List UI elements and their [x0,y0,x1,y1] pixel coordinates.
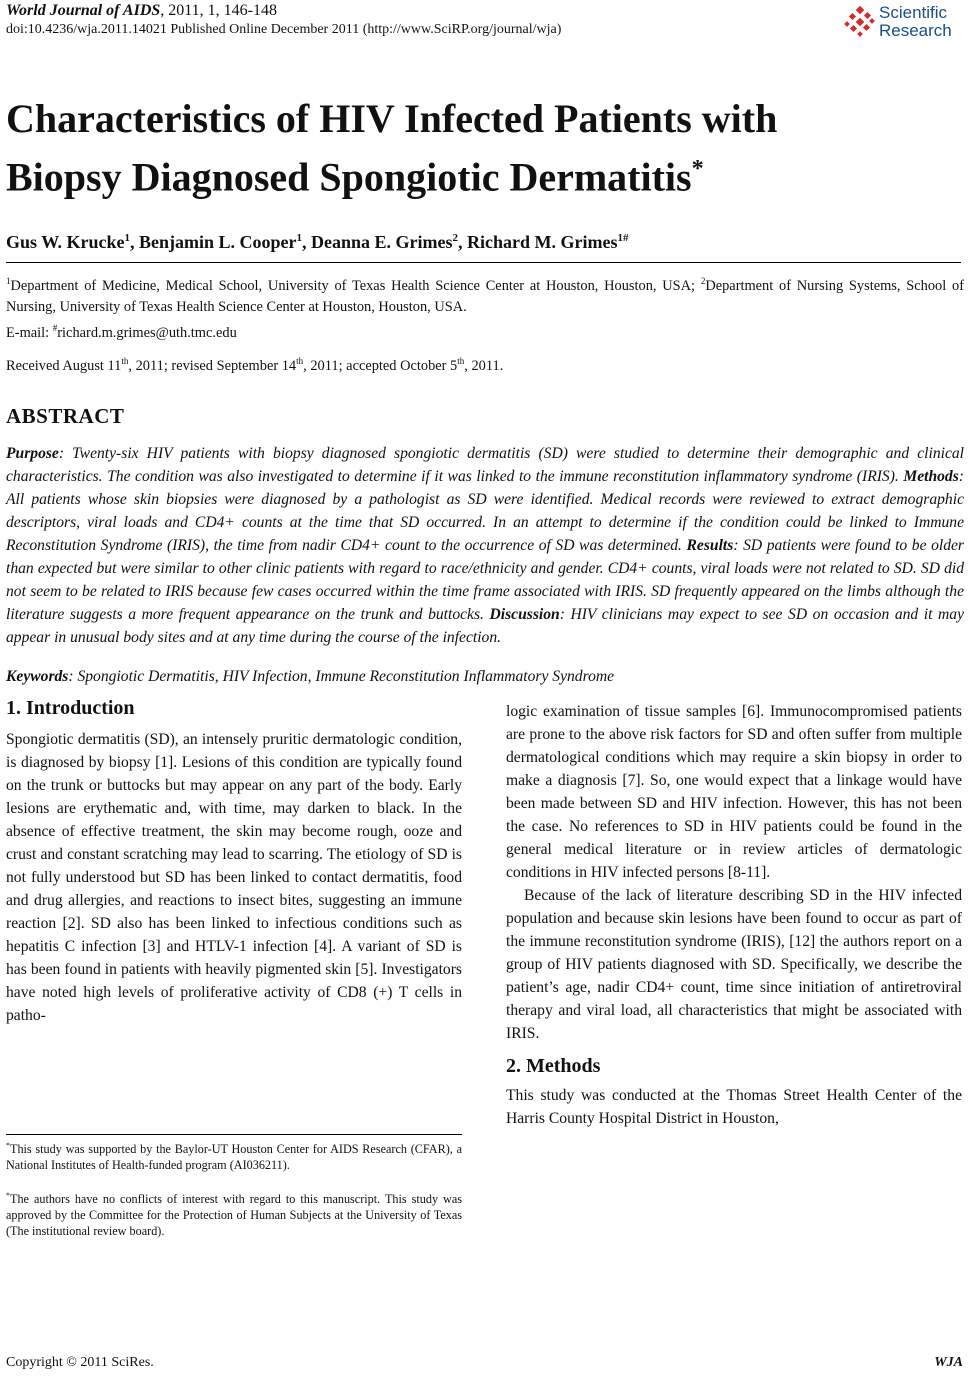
header-divider [6,262,961,263]
author-name: Benjamin L. Cooper [139,232,297,252]
affiliation-2: Department of Nursing Systems, School of Nursing, University of Texas Health Science Center at Houston, Houston, USA. [6,277,964,315]
footnote-text: The authors have no conflicts of interest with regard to this manuscript. This study was approved by the Committee for the Protection of Human Subjects at the University of Texas (The institutional review board). [6,1192,462,1239]
author-separator: , [458,232,468,252]
copyright-notice: Copyright © 2011 SciRes. [6,1355,154,1370]
author-separator: , [302,232,312,252]
left-column [6,697,462,1027]
affiliation-1: Department of Medicine, Medical School, University of Texas Health Science Center at Houston, Houston, USA; [10,277,701,294]
publisher-logo [843,2,963,44]
author-affiliation-mark: 1 [296,232,303,244]
footnote-divider [6,1134,462,1135]
title-line-1: Characteristics of HIV Infected Patients with [6,96,778,141]
date-text: , 2011; revised September 14 [128,357,297,374]
date-suffix: th [121,356,129,366]
methods-paragraph-1: This study was conducted at the Thomas Street Health Center of the Harris County Hospital District in Houston, [506,1087,962,1127]
footnote-text: This study was supported by the Baylor-UT Houston Center for AIDS Research (CFAR), a National Institutes of Health-funded program (AI036211). [6,1142,462,1173]
title-footnote-mark: * [691,156,704,182]
intro-paragraph-1: Spongiotic dermatitis (SD), an intensely pruritic dermatologic condition, is diagnosed by biopsy [1]. Lesions of this condition are typically found on the trunk or buttocks but may appear on any part of the body. Early lesions are erythematic and, with time, may darken to black. In the absence of effective treatment, the skin may become rough, ooze and crust and constant scratching may lead to scarring. The etiology of SD is not fully understood but SD has been linked to contact dermatitis, food and drug allergies, and reactions to insect bites, suggesting an immune reaction [2]. SD also has been linked to infectious conditions such as hepatitis C infection [3] and HTLV-1 infection [4]. A variant of SD is has been found in patients with heavily pigmented skin [5]. Investigators have noted high levels of proliferative activity of CD8 (+) T cells in patho- [6,731,462,1024]
title-line-2: Biopsy Diagnosed Spongiotic Dermatitis [6,154,692,200]
author-name: Deanna E. Grimes [311,232,453,252]
abstract-body [6,442,964,649]
right-column [506,700,962,1130]
footnote-funding [6,1138,462,1173]
journal-name: World Journal of AIDS [6,2,161,19]
keywords-text: : Spongiotic Dermatitis, HIV Infection, Immune Reconstitution Inflammatory Syndrome [68,668,615,685]
affiliations [6,271,964,344]
abstract-purpose: : Twenty-six HIV patients with biopsy diagnosed spongiotic dermatitis (SD) were studied to determine their demographic and clinical characteristics. The condition was also investigated to determine if it was linked to the immune reconstitution inflammatory syndrome (IRIS). [6,445,964,485]
keywords-label: Keywords [6,668,69,685]
intro-paragraph-continued: logic examination of tissue samples [6]. Immunocompromised patients are prone to the above risk factors for SD and often suffer from multiple dermatological conditions which may require a skin biopsy in order to make a diagnosis [7]. So, one would expect that a linkage would have been made between SD and HIV infection. However, this has not been the case. No references to SD in HIV patients could be found in the general medical literature or in review articles of dermatologic conditions in HIV infected persons [8-11]. [506,703,962,881]
author-affiliation-mark: 1# [617,232,629,244]
keywords [6,668,614,686]
publication-dates [6,356,503,375]
date-suffix: th [296,356,304,366]
affiliation-mark: 2 [700,276,706,286]
abstract-discussion: : HIV clinicians may expect to see SD on occasion and it may appear in unusual body sites and at any time during the course of the infection. [6,606,964,646]
section-heading-introduction: 1. Introduction [6,697,135,719]
author-affiliation-mark: 2 [452,232,459,244]
footnote-conflicts [6,1188,462,1239]
journal-citation [6,2,277,20]
author-name: Richard M. Grimes [467,232,618,252]
email-mark: # [52,322,58,333]
section-heading-methods: 2. Methods [506,1055,601,1077]
abstract-methods-label: Methods [903,468,959,485]
email-label: E-mail: [6,324,53,341]
intro-paragraph-2: Because of the lack of literature describing SD in the HIV infected population and because skin lesions have been found to occur as part of the immune reconstitution syndrome (IRIS), [12] the authors report on a group of HIV patients diagnosed with SD. Specifically, we describe the patient’s age, nadir CD4+ count, time since initiation of antiretroviral therapy and viral load, all characteristics that might be associated with IRIS. [506,887,962,1042]
footnote-mark: * [6,1191,10,1200]
journal-abbreviation: WJA [934,1355,963,1370]
logo-text-line2: Research [879,21,952,40]
paper-title [6,94,956,202]
doi-line: doi:10.4236/wja.2011.14021 Published Online December 2011 (http://www.SciRP.org/journal/wja) [6,22,562,37]
date-text: , 2011. [464,357,504,374]
scientific-research-logo-icon [843,6,877,40]
email-address[interactable]: richard.m.grimes@uth.tmc.edu [57,324,237,341]
abstract-methods: : All patients whose skin biopsies were diagnosed by a pathologist as SD were identified. Medical records were reviewed to extract demographic descriptors, viral loads and CD4+ counts at the time that SD occurred. In an attempt to determine if the condition could be linked to Immune Reconstitution Syndrome (IRIS), the time from nadir CD4+ count to the occurrence of SD was determined. [6,468,964,554]
date-text: , 2011; accepted October 5 [303,357,458,374]
journal-issue: , 2011, 1, 146-148 [160,2,277,19]
affiliation-mark: 1 [6,276,11,286]
abstract-purpose-label: Purpose [6,445,59,462]
abstract-results: : SD patients were found to be older than expected but were similar to other clinic patients with regard to race/ethnicity and gender. CD4+ counts, viral loads were not related to SD. SD did not seem to be related to IRIS because few cases occurred within the time frame associated with IRIS. SD frequently appeared on the limbs although the literature suggests a more frequent appearance on the trunk and buttocks. [6,537,964,623]
abstract-heading: ABSTRACT [6,404,125,428]
author-name: Gus W. Krucke [6,232,125,252]
date-suffix: th [457,356,465,366]
author-separator: , [130,232,140,252]
abstract-discussion-label: Discussion [489,606,560,623]
abstract-results-label: Results [686,537,734,554]
date-text: Received August 11 [6,357,122,374]
footnote-mark: * [6,1141,10,1150]
author-list [6,232,629,253]
logo-text-line1: Scientific [879,3,948,22]
author-affiliation-mark: 1 [124,232,131,244]
